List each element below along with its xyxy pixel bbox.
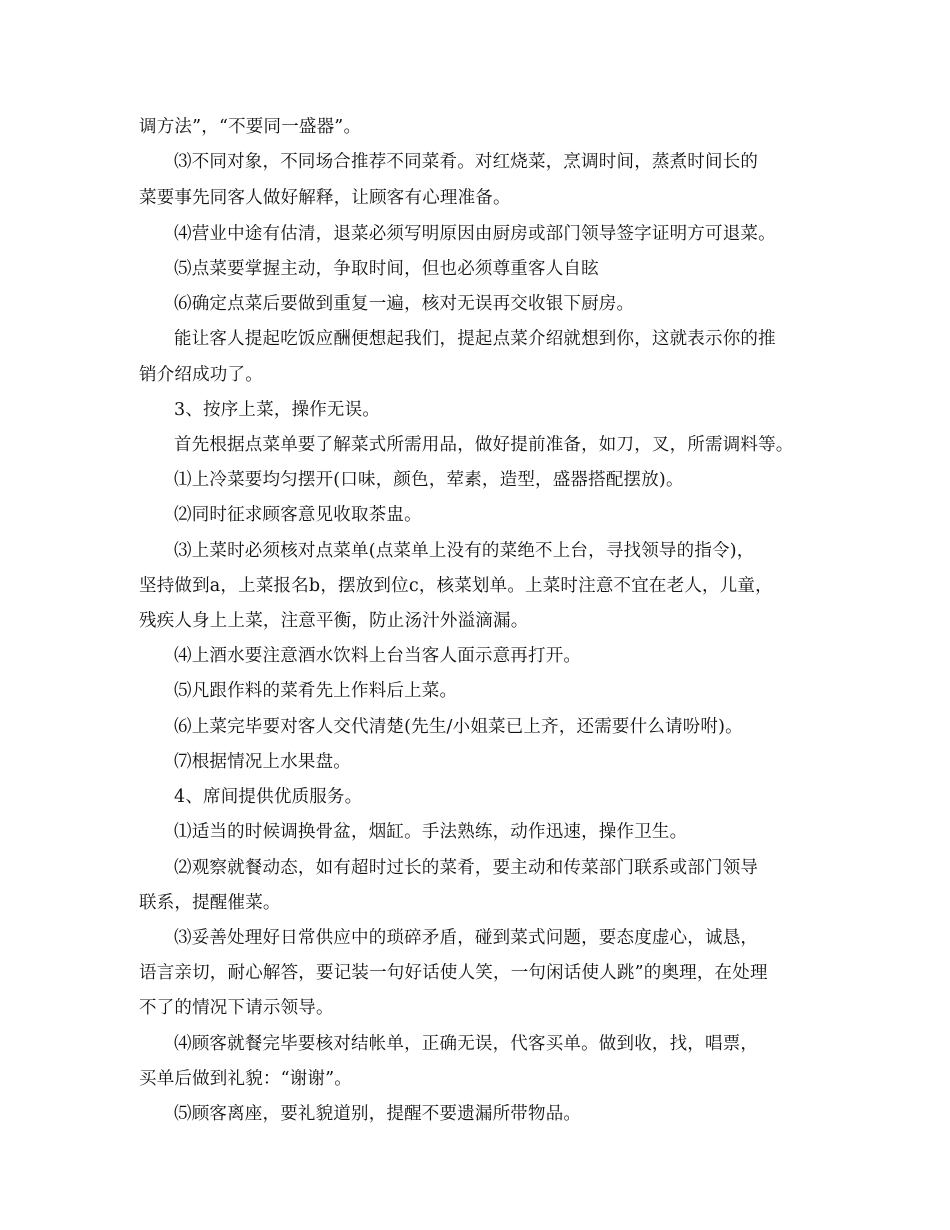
text-line: ⑴适当的时候调换骨盆，烟缸。手法熟练，动作迅速，操作卫生。 — [174, 822, 688, 842]
text-line: ⑶妥善处理好日常供应中的琐碎矛盾，碰到菜式问题，要态度虚心，诚恳， — [174, 928, 759, 948]
text-line: ⑸凡跟作料的菜肴先上作料后上菜。 — [174, 681, 458, 701]
text-line: ⑶不同对象，不同场合推荐不同菜肴。对红烧菜，烹调时间，蒸煮时间长的 — [174, 152, 759, 172]
text-line: 首先根据点菜单要了解菜式所需用品，做好提前准备，如刀，叉，所需调料等。 — [174, 435, 794, 455]
text-line: ⑷营业中途有估清，退菜必须写明原因由厨房或部门领导签字证明方可退菜。 — [174, 224, 776, 244]
text-line: 菜要事先同客人做好解释，让顾客有心理准备。 — [139, 188, 511, 208]
text-line: 调方法”，“不要同一盛器”。 — [139, 117, 362, 137]
text-line: 销介绍成功了。 — [139, 365, 263, 385]
text-line: ⑷上酒水要注意酒水饮料上台当客人面示意再打开。 — [174, 646, 582, 666]
text-line: ⑹上菜完毕要对客人交代清楚(先生/小姐菜已上齐，还需要什么请吩咐)。 — [174, 717, 743, 737]
text-line: ⑺根据情况上水果盘。 — [174, 752, 351, 772]
text-line: 不了的情况下请示领导。 — [139, 998, 334, 1018]
section-heading: 4、席间提供优质服务。 — [174, 787, 363, 807]
text-line: 能让客人提起吃饭应酬便想起我们，提起点菜介绍就想到你，这就表示你的推 — [174, 329, 776, 349]
section-heading: 3、按序上菜，操作无误。 — [174, 400, 381, 420]
text-line: ⑵同时征求顾客意见收取茶盅。 — [174, 505, 422, 525]
text-line: 买单后做到礼貌：“谢谢”。 — [139, 1069, 352, 1089]
text-line: ⑶上菜时必须核对点菜单(点菜单上没有的菜绝不上台，寻找领导的指令)， — [174, 541, 755, 561]
text-line: 语言亲切，耐心解答，要记装一句好话使人笑，一句闲话使人跳”的奥理，在处理 — [139, 963, 768, 983]
text-line: ⑹确定点菜后要做到重复一遍，核对无误再交收银下厨房。 — [174, 294, 635, 314]
text-line: ⑴上冷菜要均匀摆开(口味，颜色，荤素，造型，盛器搭配摆放)。 — [174, 470, 684, 490]
text-line: 联系，提醒催菜。 — [139, 893, 281, 913]
text-line: ⑷顾客就餐完毕要核对结帐单，正确无误，代客买单。做到收，找，唱票， — [174, 1034, 759, 1054]
text-line: ⑸点菜要掌握主动，争取时间，但也必须尊重客人自眩 — [174, 259, 599, 279]
text-line: ⑵观察就餐动态，如有超时过长的菜肴，要主动和传菜部门联系或部门领导 — [174, 858, 759, 878]
text-line: 坚持做到a，上菜报名b，摆放到位c，核菜划单。上菜时注意不宜在老人，儿童， — [139, 576, 773, 596]
text-line: ⑸顾客离座，要礼貌道别，提醒不要遗漏所带物品。 — [174, 1104, 582, 1124]
text-line: 残疾人身上上菜，注意平衡，防止汤汁外溢滴漏。 — [139, 611, 529, 631]
